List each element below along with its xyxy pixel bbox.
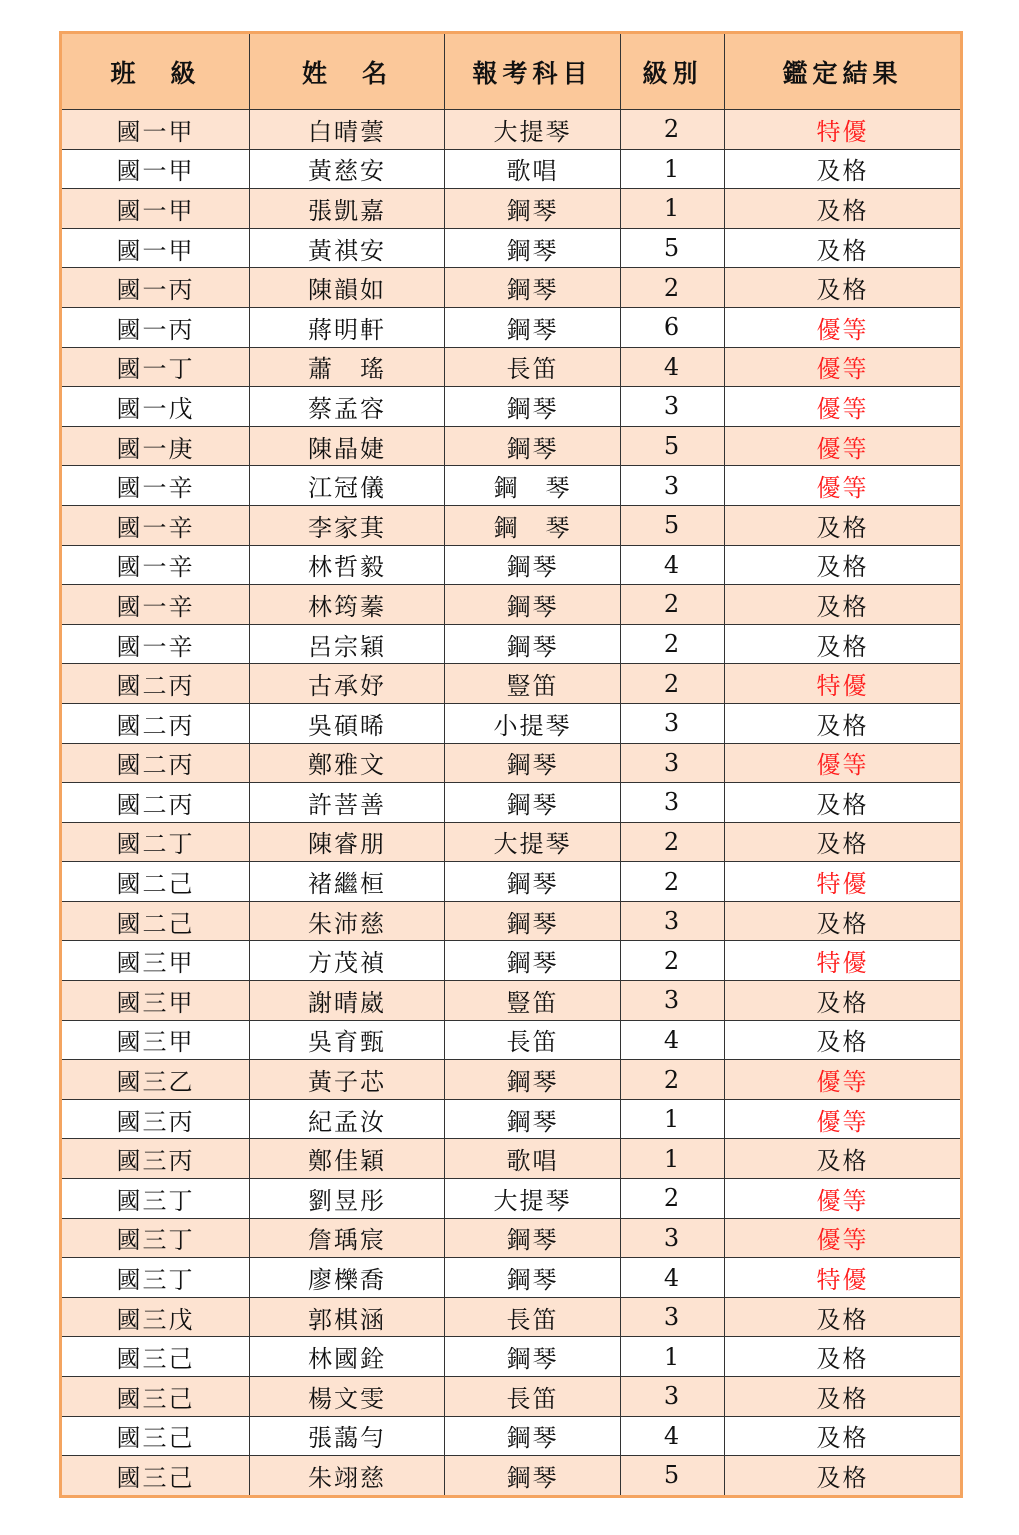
- cell-level: 2: [621, 268, 725, 308]
- cell-subject: 鋼琴: [445, 901, 621, 941]
- cell-subject: 長笛: [445, 347, 621, 387]
- cell-name: 朱沛慈: [250, 901, 445, 941]
- table-row: [61, 149, 962, 189]
- cell-level: 3: [621, 981, 725, 1021]
- cell-class: 國二己: [61, 901, 250, 941]
- cell-name: 褚繼桓: [250, 862, 445, 902]
- cell-subject: 鋼琴: [445, 862, 621, 902]
- cell-level: 1: [621, 149, 725, 189]
- cell-level: 3: [621, 1297, 725, 1337]
- table-row: [61, 1179, 962, 1219]
- cell-level: 5: [621, 426, 725, 466]
- cell-class: 國一庚: [61, 426, 250, 466]
- cell-level: 1: [621, 1337, 725, 1377]
- table-row: [61, 307, 962, 347]
- cell-class: 國二丙: [61, 703, 250, 743]
- results-table: [59, 31, 963, 1498]
- cell-result: 特優: [725, 1258, 962, 1298]
- table-row: [61, 1218, 962, 1258]
- cell-name: 呂宗穎: [250, 624, 445, 664]
- cell-subject: 鋼琴: [445, 1218, 621, 1258]
- cell-class: 國三丙: [61, 1099, 250, 1139]
- cell-subject: 鋼琴: [445, 941, 621, 981]
- cell-subject: 大提琴: [445, 822, 621, 862]
- cell-name: 林筠蓁: [250, 585, 445, 625]
- cell-class: 國一甲: [61, 149, 250, 189]
- cell-name: 陳韻如: [250, 268, 445, 308]
- cell-class: 國一甲: [61, 110, 250, 150]
- cell-name: 張凱嘉: [250, 189, 445, 229]
- cell-name: 劉昱彤: [250, 1179, 445, 1219]
- cell-level: 3: [621, 743, 725, 783]
- cell-subject: 鋼琴: [445, 1258, 621, 1298]
- cell-result: 優等: [725, 466, 962, 506]
- table-row: [61, 545, 962, 585]
- cell-result: 特優: [725, 664, 962, 704]
- cell-class: 國一辛: [61, 545, 250, 585]
- cell-subject: 鋼 琴: [445, 466, 621, 506]
- cell-name: 黃慈安: [250, 149, 445, 189]
- cell-name: 方茂禎: [250, 941, 445, 981]
- cell-subject: 鋼琴: [445, 743, 621, 783]
- table-row: [61, 703, 962, 743]
- cell-level: 1: [621, 189, 725, 229]
- cell-level: 2: [621, 862, 725, 902]
- cell-subject: 鋼琴: [445, 189, 621, 229]
- cell-class: 國一甲: [61, 228, 250, 268]
- cell-subject: 歌唱: [445, 1139, 621, 1179]
- cell-subject: 長笛: [445, 1297, 621, 1337]
- cell-name: 陳睿朋: [250, 822, 445, 862]
- cell-class: 國一丁: [61, 347, 250, 387]
- cell-name: 楊文雯: [250, 1377, 445, 1417]
- cell-subject: 鋼琴: [445, 426, 621, 466]
- cell-class: 國二丙: [61, 783, 250, 823]
- cell-subject: 鋼琴: [445, 228, 621, 268]
- cell-result: 優等: [725, 307, 962, 347]
- table-row: [61, 941, 962, 981]
- cell-subject: 鋼琴: [445, 1099, 621, 1139]
- table-row: [61, 862, 962, 902]
- cell-class: 國三丁: [61, 1218, 250, 1258]
- cell-name: 謝晴崴: [250, 981, 445, 1021]
- header-level: 級別: [621, 33, 725, 110]
- table-row: [61, 387, 962, 427]
- cell-level: 4: [621, 1416, 725, 1456]
- table-row: [61, 1099, 962, 1139]
- cell-result: 及格: [725, 1337, 962, 1377]
- cell-result: 及格: [725, 1416, 962, 1456]
- cell-name: 朱翊慈: [250, 1456, 445, 1497]
- header-name: 姓 名: [250, 33, 445, 110]
- cell-class: 國三丁: [61, 1258, 250, 1298]
- cell-result: 及格: [725, 1020, 962, 1060]
- table-row: [61, 585, 962, 625]
- cell-class: 國三丁: [61, 1179, 250, 1219]
- cell-name: 林國銓: [250, 1337, 445, 1377]
- table-row: [61, 1060, 962, 1100]
- cell-result: 及格: [725, 783, 962, 823]
- cell-result: 及格: [725, 268, 962, 308]
- cell-result: 及格: [725, 1377, 962, 1417]
- cell-level: 4: [621, 1020, 725, 1060]
- cell-name: 鄭佳穎: [250, 1139, 445, 1179]
- table-row: [61, 1139, 962, 1179]
- cell-level: 4: [621, 1258, 725, 1298]
- table-row: [61, 1456, 962, 1497]
- cell-level: 3: [621, 703, 725, 743]
- table-row: [61, 624, 962, 664]
- cell-result: 及格: [725, 585, 962, 625]
- cell-class: 國一辛: [61, 585, 250, 625]
- table-row: [61, 743, 962, 783]
- cell-subject: 大提琴: [445, 110, 621, 150]
- table-row: [61, 1377, 962, 1417]
- cell-name: 白晴蕓: [250, 110, 445, 150]
- cell-level: 3: [621, 387, 725, 427]
- table-row: [61, 783, 962, 823]
- cell-result: 及格: [725, 624, 962, 664]
- cell-result: 及格: [725, 1297, 962, 1337]
- cell-class: 國三甲: [61, 981, 250, 1021]
- cell-result: 優等: [725, 426, 962, 466]
- cell-name: 江冠儀: [250, 466, 445, 506]
- cell-level: 5: [621, 228, 725, 268]
- header-class: 班 級: [61, 33, 250, 110]
- cell-result: 優等: [725, 743, 962, 783]
- cell-class: 國三戊: [61, 1297, 250, 1337]
- cell-result: 優等: [725, 387, 962, 427]
- table-body: [61, 110, 962, 1497]
- cell-name: 詹瑀宸: [250, 1218, 445, 1258]
- cell-subject: 鋼琴: [445, 783, 621, 823]
- cell-name: 黃子芯: [250, 1060, 445, 1100]
- cell-level: 4: [621, 545, 725, 585]
- cell-level: 2: [621, 1179, 725, 1219]
- cell-result: 優等: [725, 1060, 962, 1100]
- cell-subject: 大提琴: [445, 1179, 621, 1219]
- cell-level: 2: [621, 110, 725, 150]
- cell-class: 國二丁: [61, 822, 250, 862]
- cell-result: 及格: [725, 149, 962, 189]
- cell-result: 優等: [725, 1179, 962, 1219]
- cell-class: 國二丙: [61, 664, 250, 704]
- cell-name: 吳育甄: [250, 1020, 445, 1060]
- cell-level: 3: [621, 1377, 725, 1417]
- cell-result: 及格: [725, 228, 962, 268]
- cell-class: 國二己: [61, 862, 250, 902]
- cell-result: 及格: [725, 1456, 962, 1497]
- cell-subject: 鋼琴: [445, 1416, 621, 1456]
- cell-subject: 小提琴: [445, 703, 621, 743]
- cell-name: 蔡孟容: [250, 387, 445, 427]
- cell-level: 3: [621, 901, 725, 941]
- cell-result: 及格: [725, 189, 962, 229]
- cell-subject: 鋼琴: [445, 387, 621, 427]
- table-row: [61, 189, 962, 229]
- cell-result: 及格: [725, 1139, 962, 1179]
- cell-result: 及格: [725, 981, 962, 1021]
- cell-level: 1: [621, 1139, 725, 1179]
- cell-class: 國三甲: [61, 941, 250, 981]
- cell-name: 黃祺安: [250, 228, 445, 268]
- cell-name: 鄭雅文: [250, 743, 445, 783]
- table-row: [61, 1297, 962, 1337]
- cell-subject: 鋼 琴: [445, 505, 621, 545]
- cell-subject: 歌唱: [445, 149, 621, 189]
- cell-name: 古承妤: [250, 664, 445, 704]
- cell-class: 國三己: [61, 1377, 250, 1417]
- table-row: [61, 1020, 962, 1060]
- cell-subject: 鋼琴: [445, 585, 621, 625]
- cell-level: 2: [621, 822, 725, 862]
- table-row: [61, 426, 962, 466]
- cell-name: 許菩善: [250, 783, 445, 823]
- cell-level: 2: [621, 585, 725, 625]
- cell-subject: 鋼琴: [445, 1337, 621, 1377]
- table-row: [61, 981, 962, 1021]
- table-header: [61, 33, 962, 110]
- cell-level: 3: [621, 1218, 725, 1258]
- cell-class: 國一丙: [61, 268, 250, 308]
- table-row: [61, 110, 962, 150]
- cell-class: 國三己: [61, 1416, 250, 1456]
- table-row: [61, 347, 962, 387]
- cell-class: 國一甲: [61, 189, 250, 229]
- header-subject: 報考科目: [445, 33, 621, 110]
- cell-class: 國二丙: [61, 743, 250, 783]
- cell-level: 4: [621, 347, 725, 387]
- cell-class: 國一辛: [61, 505, 250, 545]
- table-row: [61, 228, 962, 268]
- cell-subject: 長笛: [445, 1020, 621, 1060]
- results-sheet: [59, 31, 960, 1498]
- cell-level: 3: [621, 783, 725, 823]
- cell-subject: 長笛: [445, 1377, 621, 1417]
- cell-class: 國一戊: [61, 387, 250, 427]
- cell-name: 蕭 瑤: [250, 347, 445, 387]
- table-row: [61, 1258, 962, 1298]
- cell-result: 及格: [725, 545, 962, 585]
- cell-class: 國一辛: [61, 624, 250, 664]
- cell-subject: 鋼琴: [445, 268, 621, 308]
- cell-result: 及格: [725, 901, 962, 941]
- cell-name: 蔣明軒: [250, 307, 445, 347]
- cell-level: 1: [621, 1099, 725, 1139]
- cell-result: 優等: [725, 347, 962, 387]
- table-row: [61, 901, 962, 941]
- table-row: [61, 664, 962, 704]
- cell-subject: 豎笛: [445, 664, 621, 704]
- cell-name: 吳碩晞: [250, 703, 445, 743]
- cell-class: 國一辛: [61, 466, 250, 506]
- table-row: [61, 466, 962, 506]
- header-row: [61, 33, 962, 110]
- table-row: [61, 1337, 962, 1377]
- table-row: [61, 1416, 962, 1456]
- cell-level: 6: [621, 307, 725, 347]
- cell-class: 國三己: [61, 1337, 250, 1377]
- cell-result: 及格: [725, 703, 962, 743]
- cell-subject: 鋼琴: [445, 307, 621, 347]
- cell-class: 國三乙: [61, 1060, 250, 1100]
- cell-name: 廖櫟喬: [250, 1258, 445, 1298]
- cell-subject: 鋼琴: [445, 1456, 621, 1497]
- cell-result: 特優: [725, 941, 962, 981]
- cell-name: 林哲毅: [250, 545, 445, 585]
- cell-result: 及格: [725, 822, 962, 862]
- cell-result: 特優: [725, 862, 962, 902]
- cell-subject: 鋼琴: [445, 545, 621, 585]
- table-row: [61, 268, 962, 308]
- cell-name: 張藹勻: [250, 1416, 445, 1456]
- cell-result: 優等: [725, 1099, 962, 1139]
- cell-level: 2: [621, 1060, 725, 1100]
- cell-name: 李家萁: [250, 505, 445, 545]
- cell-subject: 豎笛: [445, 981, 621, 1021]
- cell-class: 國三丙: [61, 1139, 250, 1179]
- table-row: [61, 505, 962, 545]
- cell-result: 及格: [725, 505, 962, 545]
- cell-class: 國三甲: [61, 1020, 250, 1060]
- cell-subject: 鋼琴: [445, 1060, 621, 1100]
- cell-result: 優等: [725, 1218, 962, 1258]
- cell-result: 特優: [725, 110, 962, 150]
- cell-subject: 鋼琴: [445, 624, 621, 664]
- cell-class: 國一丙: [61, 307, 250, 347]
- cell-level: 2: [621, 664, 725, 704]
- cell-name: 郭棋涵: [250, 1297, 445, 1337]
- header-result: 鑑定結果: [725, 33, 962, 110]
- cell-level: 5: [621, 505, 725, 545]
- table-row: [61, 822, 962, 862]
- cell-name: 陳晶婕: [250, 426, 445, 466]
- cell-level: 2: [621, 624, 725, 664]
- cell-level: 5: [621, 1456, 725, 1497]
- cell-name: 紀孟汝: [250, 1099, 445, 1139]
- cell-class: 國三己: [61, 1456, 250, 1497]
- cell-level: 2: [621, 941, 725, 981]
- cell-level: 3: [621, 466, 725, 506]
